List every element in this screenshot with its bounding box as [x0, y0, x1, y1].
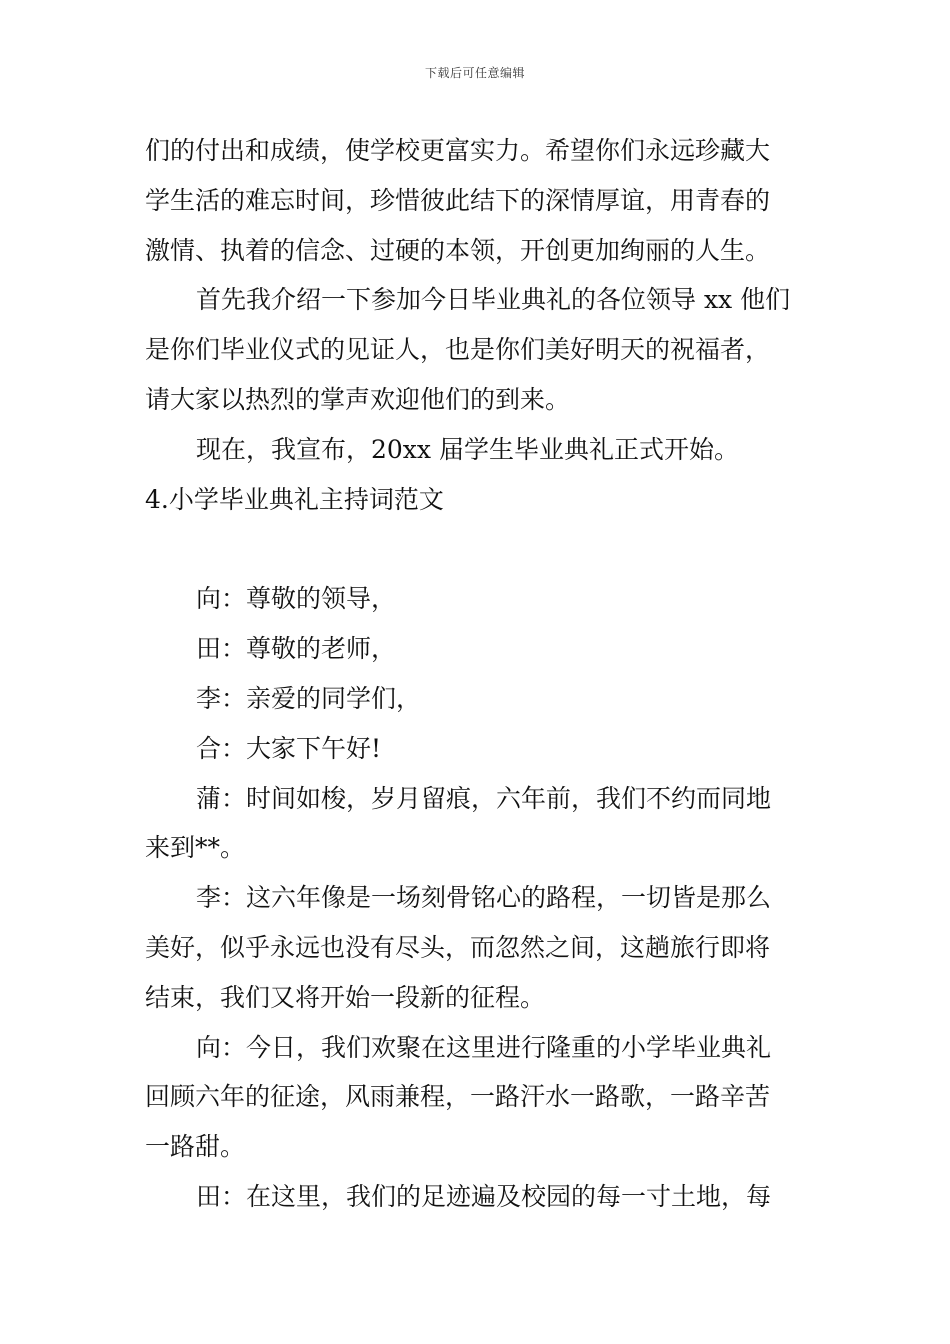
text-line: 是你们毕业仪式的见证人，也是你们美好明天的祝福者，: [145, 335, 771, 365]
text-line: 蒲：时间如梭，岁月留痕，六年前，我们不约而同地: [196, 783, 772, 813]
text-line: 田：在这里，我们的足迹遍及校园的每一寸土地，每: [196, 1181, 772, 1211]
text-line: 们的付出和成绩，使学校更富实力。希望你们永远珍藏大: [145, 136, 771, 165]
text-line: 一路甜。: [145, 1132, 246, 1162]
text-line: 回顾六年的征途，风雨兼程，一路汗水一路歌，一路辛苦: [145, 1082, 771, 1112]
text-line: 李：亲爱的同学们，: [196, 683, 422, 713]
blank-line: [145, 524, 807, 574]
text-line: 来到**。: [145, 833, 246, 863]
text-line: 李：这六年像是一场刻骨铭心的路程，一切皆是那么: [196, 883, 772, 913]
text-line: 学生活的难忘时间，珍惜彼此结下的深情厚谊，用青春的: [145, 185, 771, 215]
text-line: 4.小学毕业典礼主持词范文: [145, 484, 444, 514]
text-line: 现在，我宣布，20xx 届学生毕业典礼正式开始。: [196, 434, 739, 464]
document-body: [145, 126, 807, 1222]
page-header: 下载后可任意编辑: [424, 66, 525, 80]
text-line: 向：尊敬的领导，: [196, 584, 397, 614]
text-line: 田：尊敬的老师，: [196, 634, 397, 664]
text-line: 向：今日，我们欢聚在这里进行隆重的小学毕业典礼: [196, 1032, 772, 1062]
text-line: 合：大家下午好!: [196, 733, 382, 763]
text-line: 激情、执着的信念、过硬的本领，开创更加绚丽的人生。: [145, 235, 771, 265]
text-line: 请大家以热烈的掌声欢迎他们的到来。: [145, 384, 571, 414]
text-line: 首先我介绍一下参加今日毕业典礼的各位领导 xx 他们: [196, 285, 791, 315]
text-line: 美好，似乎永远也没有尽头，而忽然之间，这趟旅行即将: [145, 932, 771, 962]
text-line: 结束，我们又将开始一段新的征程。: [145, 982, 546, 1012]
